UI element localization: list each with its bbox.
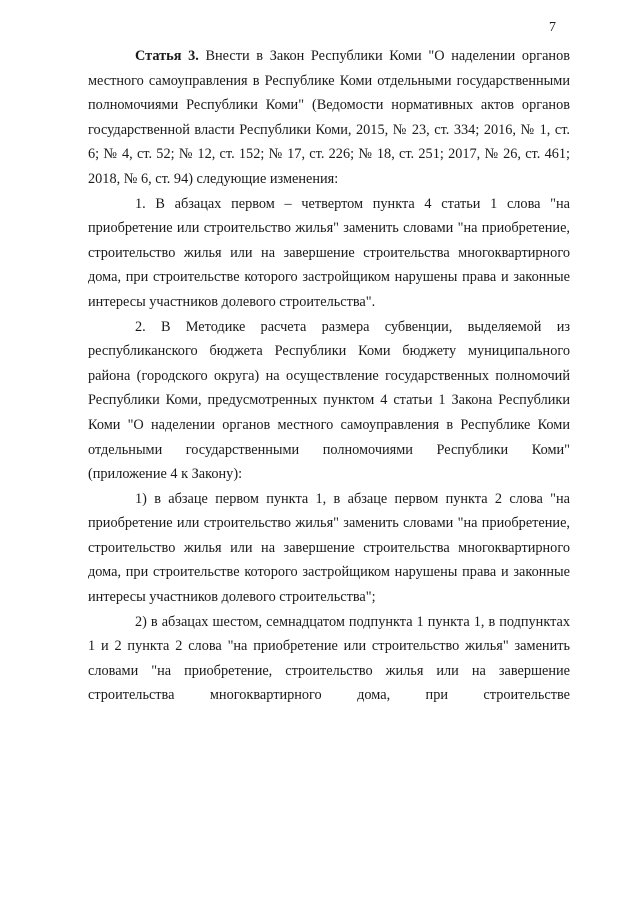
page-number: 7	[549, 20, 556, 35]
article-3-paragraph	[88, 44, 570, 192]
subitem-1-paragraph: 1) в абзаце первом пункта 1, в абзаце первом пункта 2 слова "на приобретение или строительство жилья" заменить словами "на приобретение, строительство жилья или на завершение строительства многоквартирного дома, при строительстве которого застройщиком нарушены права и законные интересы участников долевого строительства";	[88, 490, 570, 606]
article-intro-text: Внести в Закон Республики Коми "О наделении органов местного самоуправления в Республике Коми отдельными государственными полномочиями Республики Коми" (Ведомости нормативных актов органов государственной власти Республики Коми, 2015, № 23, ст. 334; 2016, № 1, ст. 6; № 4, ст. 52; № 12, ст. 152; № 17, ст. 226; № 18, ст. 251; 2017, № 26, ст. 461; 2018, № 6, ст. 94) следующие изменения:	[88, 48, 570, 187]
document-body	[88, 44, 570, 708]
item-1-paragraph: 1. В абзацах первом – четвертом пункта 4 статьи 1 слова "на приобретение или строительство жилья" заменить словами "на приобретение, строительство жилья или на завершение строительства многоквартирного дома, при строительстве которого застройщиком нарушены права и законные интересы участников долевого строительства".	[88, 195, 570, 310]
subitem-2-paragraph: 2) в абзацах шестом, семнадцатом подпункта 1 пункта 1, в подпунктах 1 и 2 пункта 2 слова "на приобретение или строительство жилья" заменить словами "на приобретение, строительство жилья или на завершение строительства многоквартирного дома, при строительстве	[88, 613, 570, 704]
article-label: Статья 3.	[135, 48, 199, 64]
item-2-paragraph: 2. В Методике расчета размера субвенции, выделяемой из республиканского бюджета Республики Коми бюджету муниципального района (городского округа) на осуществление государственных полномочий Республики Коми, предусмотренных пунктом 4 статьи 1 Закона Республики Коми "О наделении органов местного самоуправления в Республике Коми отдельными государственными полномочиями Республики Коми" (приложение 4 к Закону):	[88, 318, 570, 483]
